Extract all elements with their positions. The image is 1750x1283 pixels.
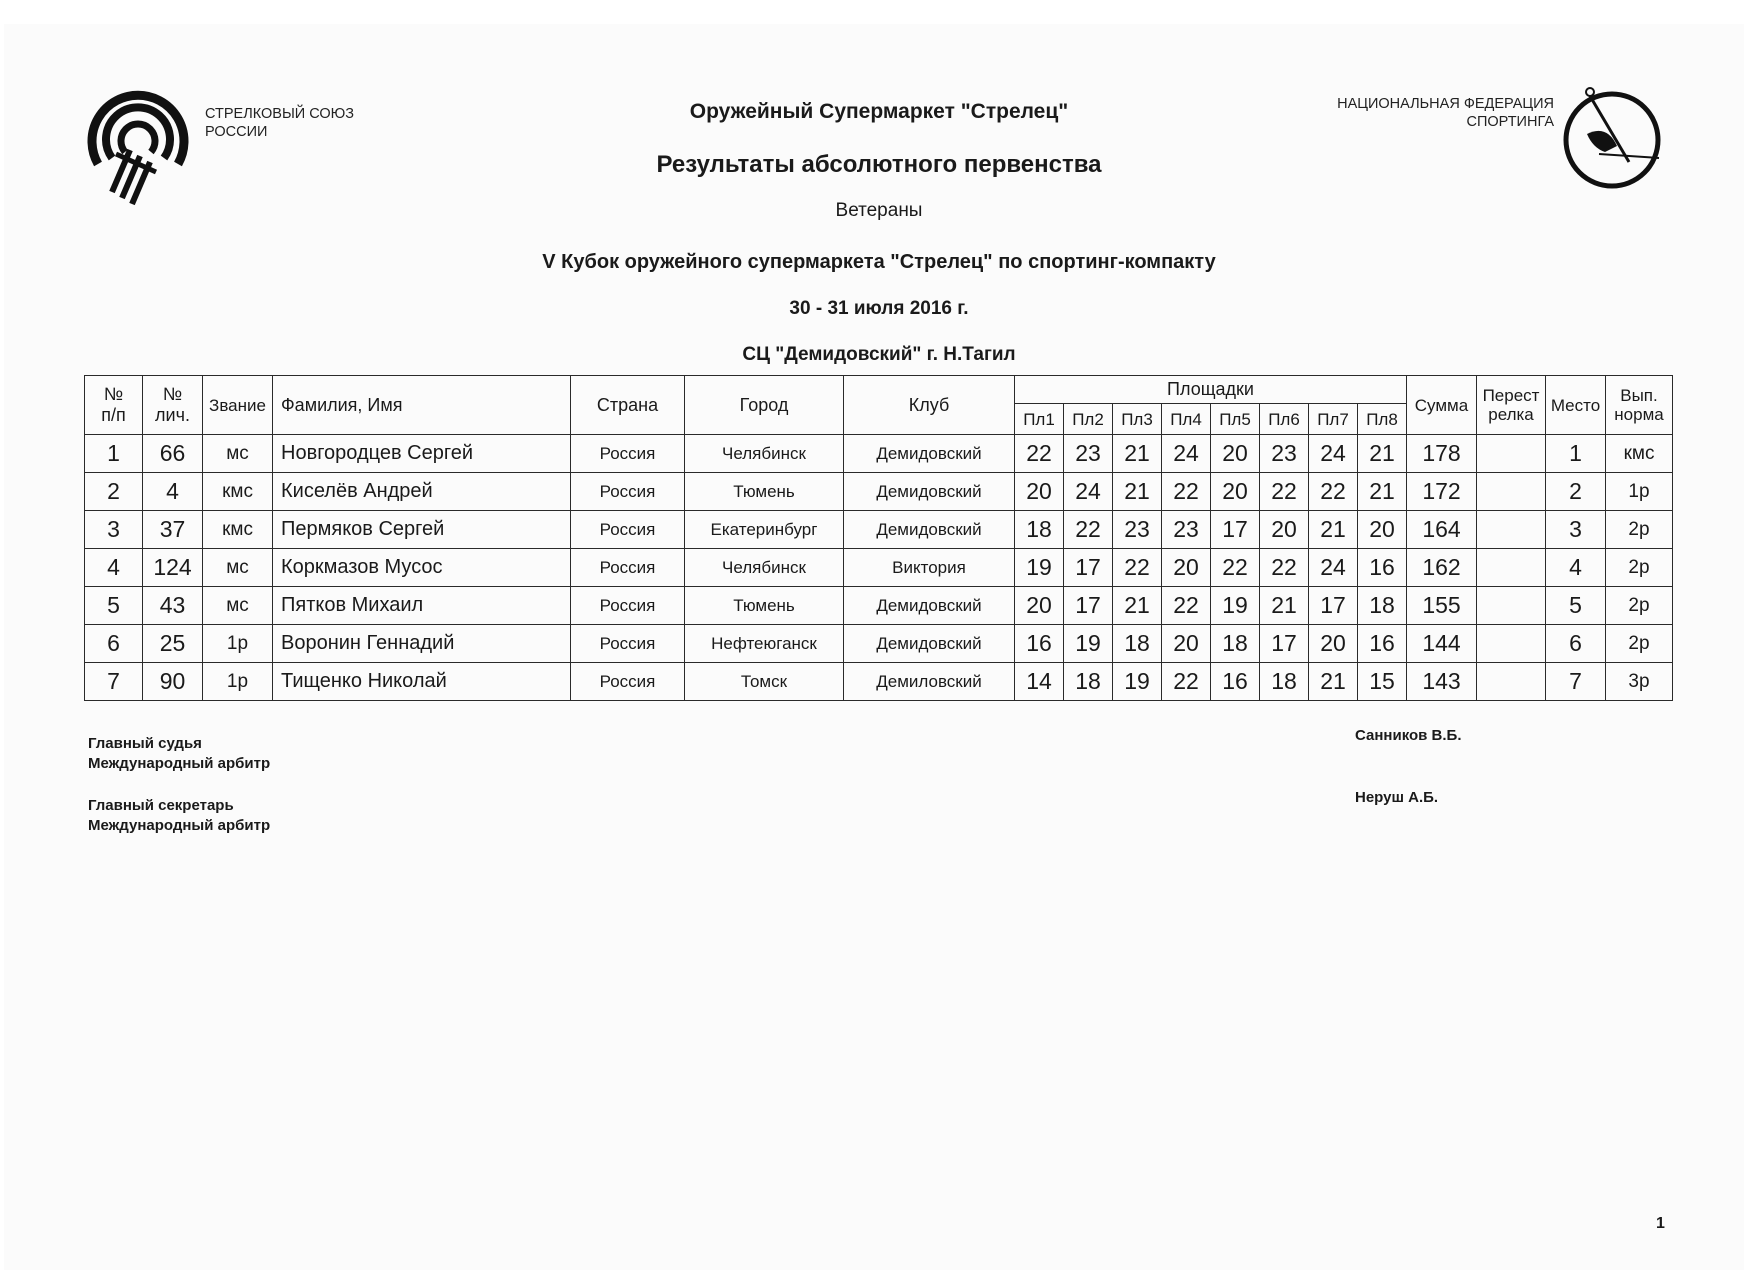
cell-score: 20 bbox=[1309, 625, 1358, 663]
cell-score: 15 bbox=[1358, 663, 1407, 701]
cell-club: Виктория bbox=[844, 549, 1015, 587]
cell-score: 18 bbox=[1015, 511, 1064, 549]
chief-judge-name: Санников В.Б. bbox=[1355, 727, 1462, 744]
cell-no: 3 bbox=[85, 511, 143, 549]
cell-no: 2 bbox=[85, 473, 143, 511]
cell-score: 17 bbox=[1064, 549, 1113, 587]
cell-score: 21 bbox=[1309, 663, 1358, 701]
cell-place: 3 bbox=[1546, 511, 1606, 549]
cell-score: 19 bbox=[1113, 663, 1162, 701]
cell-norm: кмс bbox=[1606, 435, 1673, 473]
table-row bbox=[85, 549, 1673, 587]
cell-sum: 164 bbox=[1407, 511, 1477, 549]
cell-shootoff bbox=[1477, 549, 1546, 587]
cell-rank: 1р bbox=[203, 625, 273, 663]
cell-city: Тюмень bbox=[685, 473, 844, 511]
cell-score: 18 bbox=[1064, 663, 1113, 701]
cell-score: 19 bbox=[1015, 549, 1064, 587]
col-header-ground-6: Пл6 bbox=[1260, 404, 1309, 435]
cell-rank: мс bbox=[203, 587, 273, 625]
cell-score: 22 bbox=[1162, 663, 1211, 701]
col-header-rank: Звание bbox=[203, 376, 273, 435]
cell-place: 1 bbox=[1546, 435, 1606, 473]
col-header-name: Фамилия, Имя bbox=[273, 376, 571, 435]
table-row bbox=[85, 435, 1673, 473]
cell-score: 23 bbox=[1113, 511, 1162, 549]
cell-score: 21 bbox=[1358, 473, 1407, 511]
cell-club: Демиловский bbox=[844, 663, 1015, 701]
col-header-no: № п/п bbox=[85, 376, 143, 435]
table-row bbox=[85, 625, 1673, 663]
cell-city: Тюмень bbox=[685, 587, 844, 625]
cell-norm: 1р bbox=[1606, 473, 1673, 511]
cell-score: 17 bbox=[1260, 625, 1309, 663]
cell-rank: мс bbox=[203, 435, 273, 473]
cell-score: 16 bbox=[1015, 625, 1064, 663]
cell-score: 21 bbox=[1309, 511, 1358, 549]
cell-score: 22 bbox=[1260, 549, 1309, 587]
cell-score: 24 bbox=[1064, 473, 1113, 511]
cell-shootoff bbox=[1477, 587, 1546, 625]
col-header-personal-no: № лич. bbox=[143, 376, 203, 435]
cell-shootoff bbox=[1477, 663, 1546, 701]
cell-score: 22 bbox=[1211, 549, 1260, 587]
cell-personal-no: 90 bbox=[143, 663, 203, 701]
cell-score: 24 bbox=[1162, 435, 1211, 473]
col-header-country: Страна bbox=[571, 376, 685, 435]
cell-score: 22 bbox=[1113, 549, 1162, 587]
cell-score: 19 bbox=[1064, 625, 1113, 663]
cell-country: Россия bbox=[571, 663, 685, 701]
cell-personal-no: 37 bbox=[143, 511, 203, 549]
cell-rank: кмс bbox=[203, 511, 273, 549]
cell-shootoff bbox=[1477, 511, 1546, 549]
cell-place: 2 bbox=[1546, 473, 1606, 511]
table-row bbox=[85, 511, 1673, 549]
scan-edge bbox=[4, 8, 1744, 24]
cell-place: 7 bbox=[1546, 663, 1606, 701]
cell-shootoff bbox=[1477, 625, 1546, 663]
col-header-place: Место bbox=[1546, 376, 1606, 435]
col-header-grounds: Площадки bbox=[1015, 376, 1407, 404]
col-header-ground-3: Пл3 bbox=[1113, 404, 1162, 435]
cell-score: 16 bbox=[1358, 625, 1407, 663]
table-row bbox=[85, 473, 1673, 511]
cell-score: 20 bbox=[1211, 435, 1260, 473]
cell-club: Демидовский bbox=[844, 435, 1015, 473]
cell-club: Демидовский bbox=[844, 587, 1015, 625]
cell-score: 24 bbox=[1309, 435, 1358, 473]
cell-score: 23 bbox=[1162, 511, 1211, 549]
cell-city: Екатеринбург bbox=[685, 511, 844, 549]
col-header-shootoff: Перест релка bbox=[1477, 376, 1546, 435]
cell-club: Демидовский bbox=[844, 625, 1015, 663]
col-header-city: Город bbox=[685, 376, 844, 435]
cell-club: Демидовский bbox=[844, 511, 1015, 549]
results-table-body bbox=[85, 435, 1673, 701]
cell-city: Челябинск bbox=[685, 435, 844, 473]
cell-norm: 2р bbox=[1606, 625, 1673, 663]
col-header-norm: Вып. норма bbox=[1606, 376, 1673, 435]
col-header-ground-2: Пл2 bbox=[1064, 404, 1113, 435]
cell-score: 21 bbox=[1113, 473, 1162, 511]
cell-sum: 155 bbox=[1407, 587, 1477, 625]
col-header-club: Клуб bbox=[844, 376, 1015, 435]
cell-score: 20 bbox=[1260, 511, 1309, 549]
cell-rank: 1р bbox=[203, 663, 273, 701]
cell-country: Россия bbox=[571, 511, 685, 549]
competition-dates: 30 - 31 июля 2016 г. bbox=[789, 298, 969, 319]
chief-judge-title: Главный судья Международный арбитр bbox=[88, 735, 271, 772]
cell-norm: 2р bbox=[1606, 549, 1673, 587]
cell-score: 20 bbox=[1015, 587, 1064, 625]
cell-score: 21 bbox=[1113, 435, 1162, 473]
cell-score: 20 bbox=[1015, 473, 1064, 511]
cell-score: 18 bbox=[1113, 625, 1162, 663]
cell-city: Томск bbox=[685, 663, 844, 701]
cell-norm: 2р bbox=[1606, 587, 1673, 625]
cell-score: 16 bbox=[1211, 663, 1260, 701]
cell-country: Россия bbox=[571, 473, 685, 511]
cell-shootoff bbox=[1477, 473, 1546, 511]
cell-no: 4 bbox=[85, 549, 143, 587]
store-name: Оружейный Супермаркет "Стрелец" bbox=[689, 100, 1069, 123]
cell-name: Пермяков Сергей bbox=[273, 511, 571, 549]
cell-score: 21 bbox=[1113, 587, 1162, 625]
results-table bbox=[84, 375, 1673, 701]
cell-score: 21 bbox=[1260, 587, 1309, 625]
cell-personal-no: 124 bbox=[143, 549, 203, 587]
cell-city: Нефтеюганск bbox=[685, 625, 844, 663]
category-label: Ветераны bbox=[835, 200, 923, 221]
cell-score: 22 bbox=[1162, 473, 1211, 511]
federation-name: НАЦИОНАЛЬНАЯ ФЕДЕРАЦИЯ СПОРТИНГА bbox=[1337, 96, 1554, 130]
cell-sum: 162 bbox=[1407, 549, 1477, 587]
cell-score: 17 bbox=[1309, 587, 1358, 625]
competition-venue: СЦ "Демидовский" г. Н.Тагил bbox=[742, 344, 1016, 365]
cell-name: Киселёв Андрей bbox=[273, 473, 571, 511]
cell-country: Россия bbox=[571, 587, 685, 625]
cell-rank: мс bbox=[203, 549, 273, 587]
cell-name: Новгородцев Сергей bbox=[273, 435, 571, 473]
chief-secretary-name: Неруш А.Б. bbox=[1355, 789, 1439, 806]
cell-country: Россия bbox=[571, 435, 685, 473]
col-header-ground-5: Пл5 bbox=[1211, 404, 1260, 435]
cell-personal-no: 66 bbox=[143, 435, 203, 473]
cell-personal-no: 43 bbox=[143, 587, 203, 625]
cell-score: 23 bbox=[1064, 435, 1113, 473]
cell-sum: 143 bbox=[1407, 663, 1477, 701]
chief-secretary-title: Главный секретарь Международный арбитр bbox=[88, 797, 271, 834]
cell-score: 19 bbox=[1211, 587, 1260, 625]
cell-place: 5 bbox=[1546, 587, 1606, 625]
cell-score: 17 bbox=[1211, 511, 1260, 549]
cell-sum: 172 bbox=[1407, 473, 1477, 511]
col-header-sum: Сумма bbox=[1407, 376, 1477, 435]
cell-score: 16 bbox=[1358, 549, 1407, 587]
cell-personal-no: 25 bbox=[143, 625, 203, 663]
table-row bbox=[85, 663, 1673, 701]
cell-name: Пятков Михаил bbox=[273, 587, 571, 625]
cell-score: 20 bbox=[1358, 511, 1407, 549]
col-header-ground-1: Пл1 bbox=[1015, 404, 1064, 435]
document-page bbox=[4, 8, 1744, 1270]
cell-country: Россия bbox=[571, 625, 685, 663]
cell-name: Коркмазов Мусос bbox=[273, 549, 571, 587]
cell-name: Воронин Геннадий bbox=[273, 625, 571, 663]
cell-shootoff bbox=[1477, 435, 1546, 473]
cell-score: 22 bbox=[1015, 435, 1064, 473]
cell-sum: 178 bbox=[1407, 435, 1477, 473]
cell-score: 20 bbox=[1162, 625, 1211, 663]
cell-score: 18 bbox=[1211, 625, 1260, 663]
cell-no: 5 bbox=[85, 587, 143, 625]
cell-city: Челябинск bbox=[685, 549, 844, 587]
table-header-row bbox=[85, 376, 1673, 404]
cell-place: 4 bbox=[1546, 549, 1606, 587]
cell-score: 20 bbox=[1162, 549, 1211, 587]
col-header-ground-7: Пл7 bbox=[1309, 404, 1358, 435]
cell-place: 6 bbox=[1546, 625, 1606, 663]
cell-name: Тищенко Николай bbox=[273, 663, 571, 701]
document-title: Результаты абсолютного первенства bbox=[656, 151, 1102, 178]
cell-score: 22 bbox=[1260, 473, 1309, 511]
cell-score: 22 bbox=[1309, 473, 1358, 511]
competition-name: V Кубок оружейного супермаркета "Стрелец" по спортинг-компакту bbox=[542, 251, 1216, 273]
cell-score: 14 bbox=[1015, 663, 1064, 701]
cell-score: 17 bbox=[1064, 587, 1113, 625]
col-header-ground-8: Пл8 bbox=[1358, 404, 1407, 435]
cell-score: 18 bbox=[1260, 663, 1309, 701]
cell-rank: кмс bbox=[203, 473, 273, 511]
cell-country: Россия bbox=[571, 549, 685, 587]
cell-sum: 144 bbox=[1407, 625, 1477, 663]
cell-no: 6 bbox=[85, 625, 143, 663]
cell-score: 20 bbox=[1211, 473, 1260, 511]
cell-personal-no: 4 bbox=[143, 473, 203, 511]
cell-score: 18 bbox=[1358, 587, 1407, 625]
table-row bbox=[85, 587, 1673, 625]
cell-score: 24 bbox=[1309, 549, 1358, 587]
cell-norm: 2р bbox=[1606, 511, 1673, 549]
cell-no: 7 bbox=[85, 663, 143, 701]
cell-score: 22 bbox=[1064, 511, 1113, 549]
cell-score: 21 bbox=[1358, 435, 1407, 473]
cell-score: 22 bbox=[1162, 587, 1211, 625]
cell-norm: 3р bbox=[1606, 663, 1673, 701]
cell-score: 23 bbox=[1260, 435, 1309, 473]
shooting-union-name: СТРЕЛКОВЫЙ СОЮЗ РОССИИ bbox=[205, 106, 355, 140]
page-number: 1 bbox=[1656, 1215, 1665, 1232]
cell-club: Демидовский bbox=[844, 473, 1015, 511]
cell-no: 1 bbox=[85, 435, 143, 473]
col-header-ground-4: Пл4 bbox=[1162, 404, 1211, 435]
